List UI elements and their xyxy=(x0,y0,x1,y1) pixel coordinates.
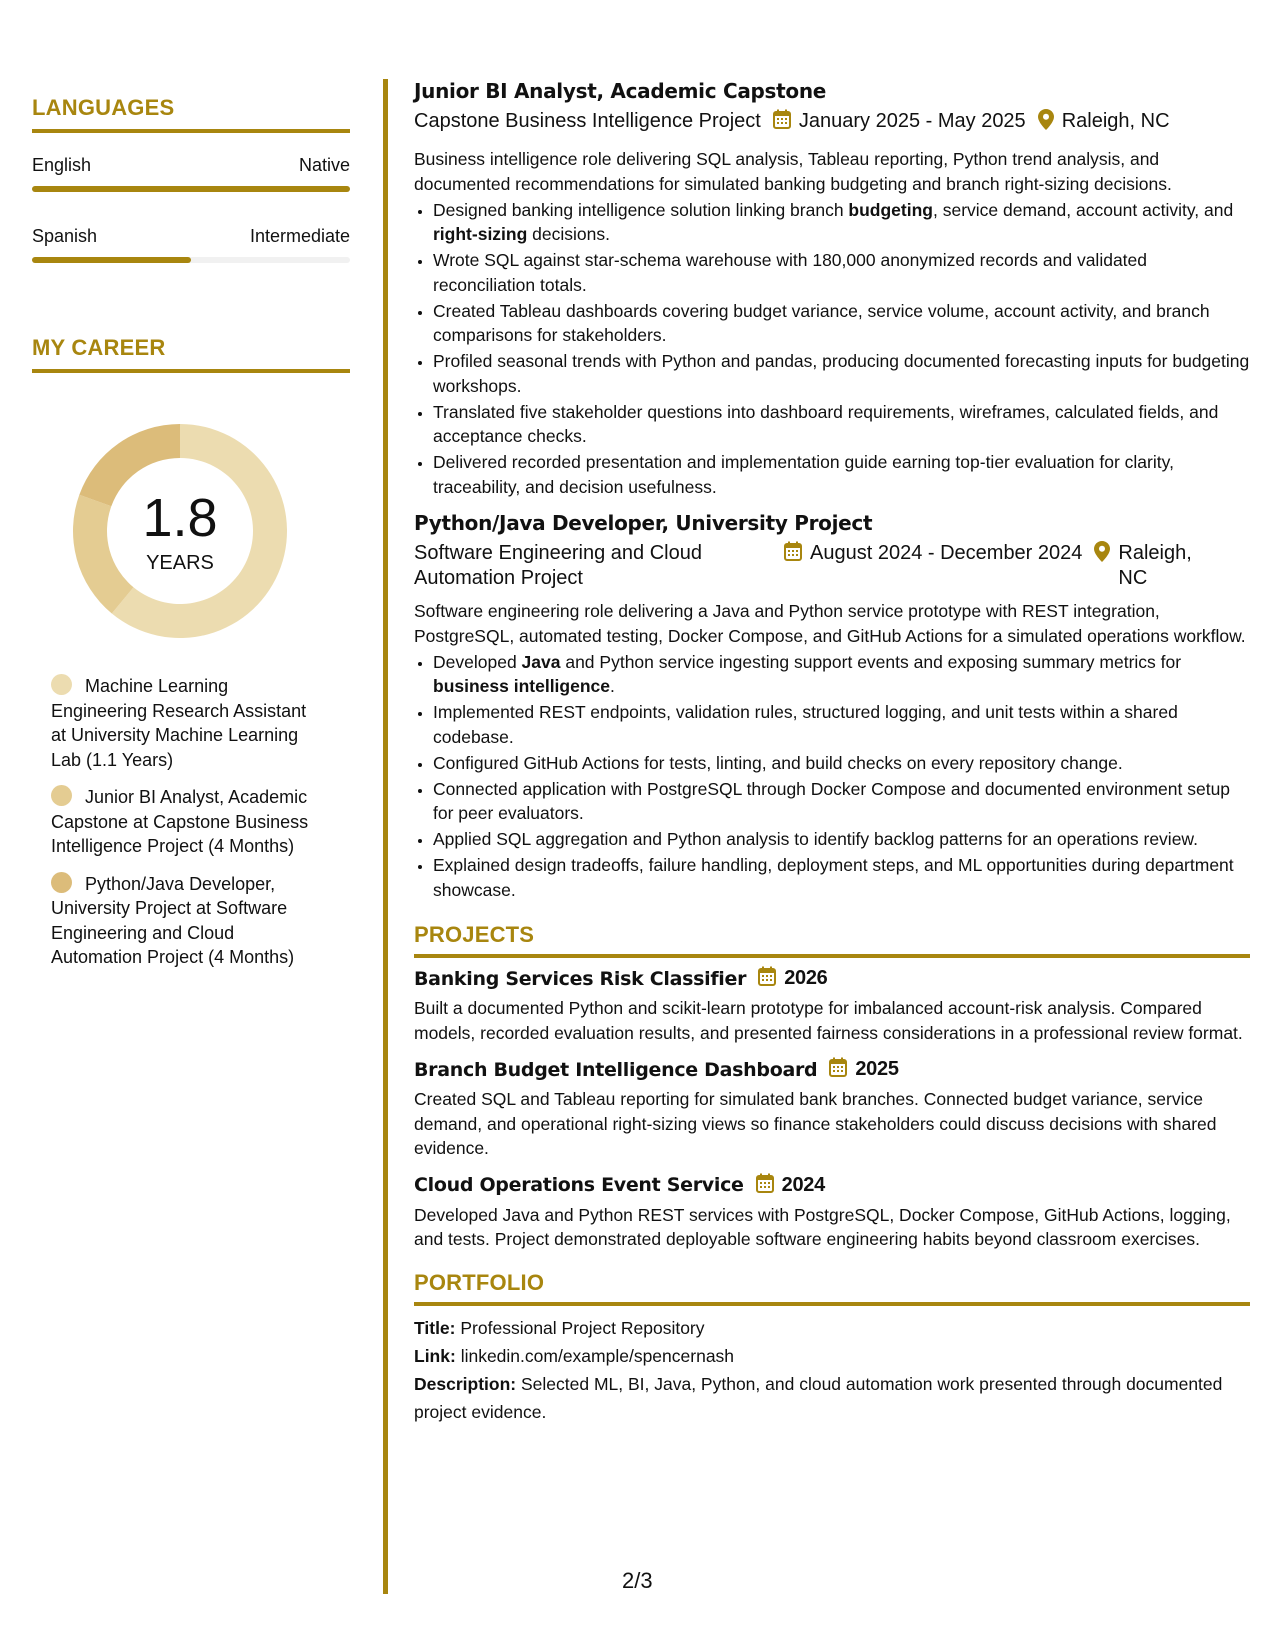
portfolio-desc-value: Selected ML, BI, Java, Python, and cloud automation work presented through documented project evidence. xyxy=(414,1373,1223,1422)
job-dates: January 2025 - May 2025 xyxy=(798,110,1026,132)
portfolio-title-row xyxy=(414,1314,1250,1342)
project-year: 2025 xyxy=(855,1058,899,1080)
portfolio-section xyxy=(414,1270,1250,1426)
career-legend-label: Python/Java Developer, University Project at Software Engineering and Cloud Automation Project (4 Months) xyxy=(51,873,295,967)
language-name: Spanish xyxy=(32,226,98,246)
portfolio-desc-row xyxy=(414,1370,1250,1426)
portfolio-title-value: Professional Project Repository xyxy=(460,1317,705,1338)
map-pin-icon xyxy=(1094,541,1110,569)
job-bullet: • Applied SQL aggregation and Python analysis to identify backlog patterns for an operations review. xyxy=(433,827,1250,852)
language-bar-fill xyxy=(32,257,191,263)
portfolio-link-row xyxy=(414,1342,1250,1370)
job-org: Capstone Business Intelligence Project xyxy=(414,110,761,132)
career-legend xyxy=(51,674,321,970)
portfolio-rule xyxy=(414,1302,1250,1306)
portfolio-link[interactable]: linkedin.com/example/spencernash xyxy=(460,1345,735,1366)
job-bullet: • Translated five stakeholder questions into dashboard requirements, wireframes, calculated fields, and acceptance checks. xyxy=(433,400,1250,449)
experience-entry xyxy=(414,511,1250,902)
project-title-row xyxy=(414,966,1250,991)
career-legend-label: Machine Learning Engineering Research Assistant at University Machine Learning Lab (1.1 Years) xyxy=(51,676,307,770)
language-bar-spanish xyxy=(32,257,350,263)
job-bullet: • Wrote SQL against star-schema warehouse with 180,000 anonymized records and validated reconciliation totals. xyxy=(433,248,1250,297)
page-number: 2/3 xyxy=(622,1568,653,1593)
career-legend-item xyxy=(51,872,321,970)
career-total-value: 1.8 xyxy=(142,488,218,548)
job-location: Raleigh, NC xyxy=(1061,110,1170,132)
career-donut-chart xyxy=(67,418,293,644)
bullet-bold: budgeting xyxy=(848,199,933,220)
sidebar xyxy=(32,95,350,983)
portfolio-desc-label: Description: xyxy=(414,1373,517,1394)
career-total-unit: YEARS xyxy=(146,552,214,574)
bullet-bold: right-sizing xyxy=(433,224,528,244)
language-bar-english xyxy=(32,186,350,192)
project-description: Created SQL and Tableau reporting for simulated bank branches. Connected budget variance, service demand, and operational right-sizing views so finance stakeholders could discuss decisions with shared evidence. xyxy=(414,1089,1217,1158)
calendar-icon xyxy=(829,1057,847,1082)
language-level: Native xyxy=(298,155,350,175)
projects-heading: PROJECTS xyxy=(414,922,535,947)
portfolio-title-label: Title: xyxy=(414,1317,456,1338)
job-bullet: • Delivered recorded presentation and implementation guide earning top-tier evaluation for clarity, traceability, and decision usefulness. xyxy=(433,450,1250,499)
projects-section xyxy=(414,922,1250,1252)
language-row-english xyxy=(32,155,350,176)
calendar-icon xyxy=(773,109,791,136)
experience-entry xyxy=(414,79,1250,499)
project-entry xyxy=(414,966,1250,1045)
project-entry xyxy=(414,1057,1250,1161)
career-heading: MY CAREER xyxy=(32,335,166,360)
job-bullets xyxy=(433,198,1250,500)
project-description: Developed Java and Python REST services with PostgreSQL, Docker Compose, GitHub Actions, logging, and tests. Project demonstrated deployable software engineering habits beyond classroom exercises. xyxy=(414,1204,1231,1249)
bullet-text: Developed xyxy=(433,651,522,672)
language-name: English xyxy=(32,155,92,175)
language-row-spanish xyxy=(32,226,350,247)
job-bullet: • Created Tableau dashboards covering budget variance, service volume, account activity, and branch comparisons for stakeholders. xyxy=(433,299,1250,348)
bullet-text: decisions. xyxy=(527,224,610,244)
project-entry xyxy=(414,1173,1250,1252)
job-summary: Business intelligence role delivering SQL analysis, Tableau reporting, Python trend analysis, and documented recommendations for simulated banking budgeting and branch right-sizing decisions. xyxy=(414,149,1172,194)
career-legend-label: Junior BI Analyst, Academic Capstone at Capstone Business Intelligence Project (4 Months) xyxy=(51,787,309,856)
bullet-text: , service demand, account activity, and xyxy=(932,199,1234,220)
bullet-text: Designed banking intelligence solution linking branch xyxy=(433,199,849,220)
job-dates: August 2024 - December 2024 xyxy=(810,542,1083,564)
portfolio-heading: PORTFOLIO xyxy=(414,1269,545,1295)
job-bullet: • Profiled seasonal trends with Python and pandas, producing documented forecasting inputs for budgeting workshops. xyxy=(433,349,1250,398)
projects-rule xyxy=(414,954,1250,958)
languages-rule xyxy=(32,129,350,133)
job-org: Software Engineering and Cloud Automation Project xyxy=(414,542,702,589)
career-legend-item xyxy=(51,785,321,859)
legend-dot xyxy=(51,872,72,893)
job-bullets xyxy=(433,650,1250,903)
project-year: 2024 xyxy=(781,1173,825,1196)
job-title: Junior BI Analyst, Academic Capstone xyxy=(414,79,827,103)
job-bullet: • Implemented REST endpoints, validation rules, structured logging, and unit tests within a shared codebase. xyxy=(433,700,1250,749)
job-title: Python/Java Developer, University Project xyxy=(414,511,873,535)
legend-dot xyxy=(51,785,72,806)
bullet-text: and Python service ingesting support events and exposing summary metrics for xyxy=(560,651,1182,672)
job-bullet xyxy=(433,650,1250,699)
calendar-icon xyxy=(758,966,776,991)
career-legend-item xyxy=(51,674,321,772)
column-divider xyxy=(383,79,388,1594)
calendar-icon xyxy=(784,541,802,568)
project-title-row xyxy=(414,1173,1250,1198)
project-name: Banking Services Risk Classifier xyxy=(414,967,747,990)
career-rule xyxy=(32,369,350,373)
job-location: Raleigh, NC xyxy=(1118,542,1192,589)
languages-heading: LANGUAGES xyxy=(32,95,175,120)
portfolio-link-label: Link: xyxy=(414,1345,456,1366)
language-level: Intermediate xyxy=(249,226,350,246)
legend-dot xyxy=(51,674,72,695)
job-bullet: • Explained design tradeoffs, failure handling, deployment steps, and ML opportunities during department showcase. xyxy=(433,853,1250,902)
calendar-icon xyxy=(756,1173,774,1198)
bullet-bold: business intelligence xyxy=(433,676,610,696)
job-bullet: • Connected application with PostgreSQL through Docker Compose and documented environment setup for peer evaluators. xyxy=(433,777,1250,826)
project-description: Built a documented Python and scikit-learn prototype for imbalanced account-risk analysis. Compared models, recorded evaluation results, and presented fairness considerations in a professional review format. xyxy=(414,998,1243,1043)
bullet-text: . xyxy=(610,676,615,696)
job-bullet: • Configured GitHub Actions for tests, linting, and build checks on every repository change. xyxy=(433,751,1250,776)
map-pin-icon xyxy=(1038,109,1054,137)
job-meta xyxy=(414,109,1250,137)
main-content xyxy=(414,79,1250,1426)
job-meta xyxy=(414,541,1250,591)
job-bullet xyxy=(433,198,1250,247)
job-summary: Software engineering role delivering a Java and Python service prototype with REST integration, PostgreSQL, automated testing, Docker Compose, and GitHub Actions for a simulated operations workflow. xyxy=(414,601,1246,646)
language-bar-fill xyxy=(32,186,350,192)
bullet-bold: Java xyxy=(521,651,561,672)
project-name: Cloud Operations Event Service xyxy=(414,1174,744,1196)
project-year: 2026 xyxy=(784,967,828,989)
project-title-row xyxy=(414,1057,1250,1082)
project-name: Branch Budget Intelligence Dashboard xyxy=(414,1058,818,1081)
